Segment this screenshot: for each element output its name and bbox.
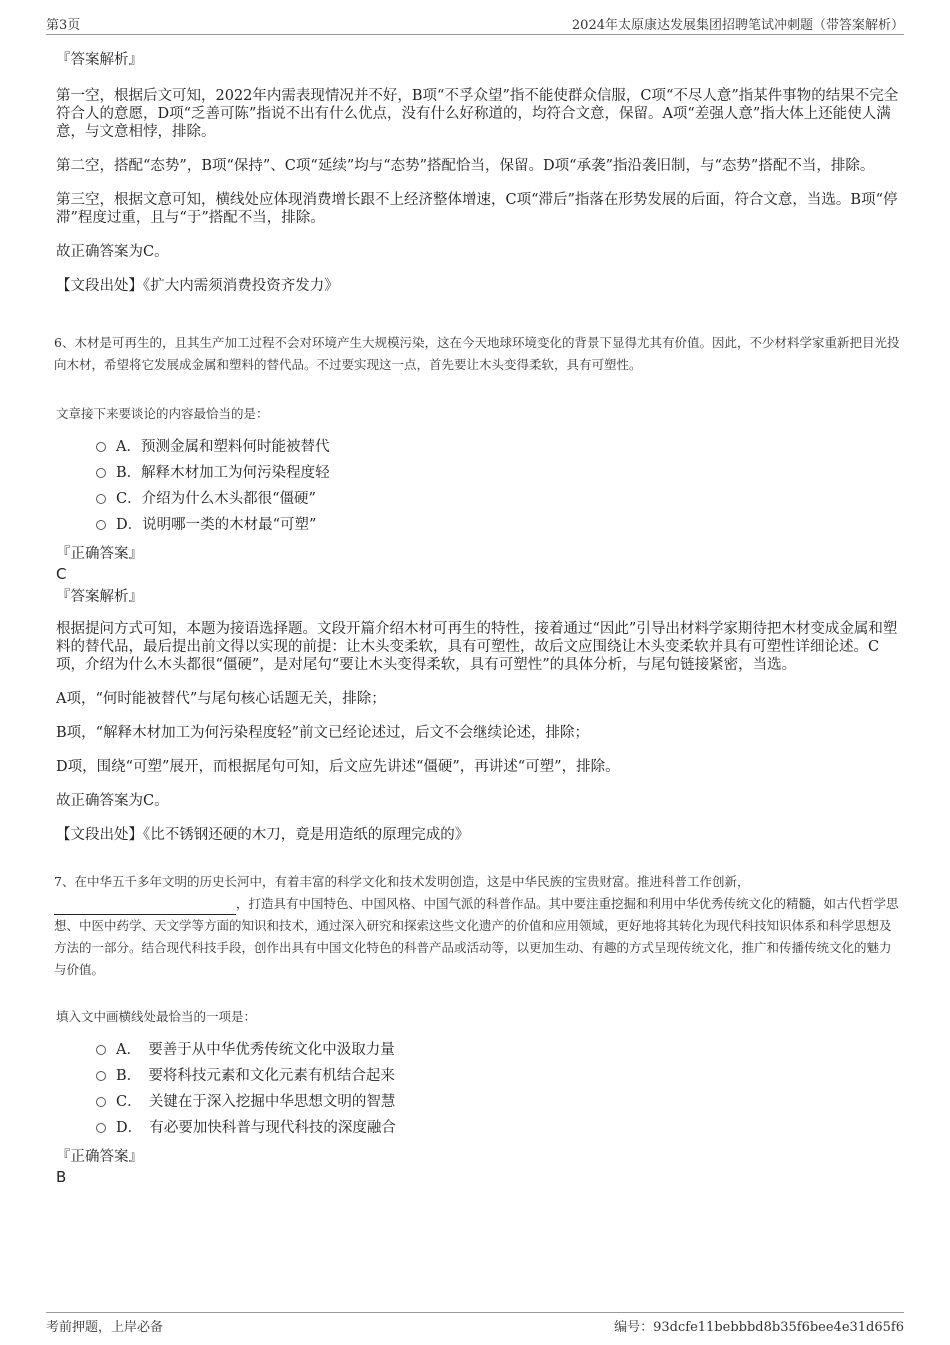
q5-analysis-label: 『答案解析』 bbox=[56, 52, 143, 68]
q5-analysis-p1: 第一空，根据后文可知，2022年内需表现情况并不好，B项“不孚众望”指不能使群众信服，C项“不尽人意”指某件事物的结果不完全符合人的意愿，D项“乏善可陈”指说不出有什么优点，没有什么好称道的，均符合文意，保留。A项“差强人意”指大体上还能使人满意，与文意相悖，排除。 bbox=[56, 88, 899, 140]
q6-answer-label: 『正确答案』 bbox=[56, 546, 143, 562]
page-number: 第3页 bbox=[46, 18, 81, 33]
q6-analysis-p4: D项，围绕“可塑”展开，而根据尾句可知，后文应先讲述“僵硬”，再讲述“可塑”，排除。 bbox=[56, 759, 620, 775]
option-label: D．说明哪一类的木材最“可塑” bbox=[116, 517, 317, 533]
option-label: B．解释木材加工为何污染程度轻 bbox=[116, 465, 330, 481]
q6-conclusion: 故正确答案为C。 bbox=[56, 793, 169, 809]
q7-option-a[interactable] bbox=[96, 1037, 900, 1063]
q5-conclusion: 故正确答案为C。 bbox=[56, 244, 169, 260]
option-label: C． 关键在于深入挖掘中华思想文明的智慧 bbox=[116, 1094, 396, 1110]
q7-stem bbox=[54, 871, 900, 981]
q6-option-b[interactable] bbox=[96, 460, 900, 486]
document-body bbox=[56, 40, 900, 1186]
q7-option-c[interactable] bbox=[96, 1089, 900, 1115]
fill-in-blank bbox=[54, 902, 236, 915]
option-label: D． 有必要加快科普与现代科技的深度融合 bbox=[116, 1120, 396, 1136]
option-label: A．预测金属和塑料何时能被替代 bbox=[116, 439, 330, 455]
page-footer bbox=[46, 1312, 904, 1333]
q7-option-d[interactable] bbox=[96, 1115, 900, 1141]
q5-analysis-p2: 第二空，搭配“态势”，B项“保持”、C项“延续”均与“态势”搭配恰当，保留。D项“承袭”指沿袭旧制，与“态势”搭配不当，排除。 bbox=[56, 158, 875, 174]
q6-option-d[interactable] bbox=[96, 512, 900, 538]
q7-options bbox=[96, 1037, 900, 1141]
q6-analysis-label: 『答案解析』 bbox=[56, 589, 143, 605]
q7-answer: B bbox=[56, 1168, 67, 1186]
radio-icon[interactable] bbox=[96, 520, 106, 530]
option-label: B． 要将科技元素和文化元素有机结合起来 bbox=[116, 1068, 395, 1084]
option-label: C．介绍为什么木头都很“僵硬” bbox=[116, 491, 316, 507]
q6-source: 【文段出处】《比不锈钢还硬的木刀，竟是用造纸的原理完成的》 bbox=[56, 827, 470, 843]
q7-option-b[interactable] bbox=[96, 1063, 900, 1089]
radio-icon[interactable] bbox=[96, 494, 106, 504]
page-header bbox=[46, 14, 904, 35]
q6-answer: C bbox=[56, 565, 67, 583]
q6-options bbox=[96, 434, 900, 538]
document-id: 编号：93dcfe11bebbbd8b35f6bee4e31d65f6 bbox=[614, 1320, 904, 1335]
q7-stem-start: 7、在中华五千多年文明的历史长河中，有着丰富的科学文化和技术发明创造，这是中华民族的宝贵财富。推进科普工作创新， bbox=[54, 873, 750, 889]
q6-analysis-p2: A项，“何时能被替代”与尾句核心话题无关，排除； bbox=[56, 691, 386, 707]
radio-icon[interactable] bbox=[96, 442, 106, 452]
q7-stem-rest: ，打造具有中国特色、中国风格、中国气派的科普作品。其中要注重挖掘和利用中华优秀传统文化的精髓，如古代哲学思想、中医中药学、天文学等方面的知识和技术，通过深入研究和探索这些文化遗产的价值和应用领域，更好地将其转化为现代科技知识体系和科学思想及方法的一部分。结合现代科技手段，创作出具有中国文化特色的科普产品或活动等，以更加生动、有趣的方式呈现传统文化，推广和传播传统文化的魅力与价值。 bbox=[54, 895, 899, 977]
q6-analysis-p3: B项，“解释木材加工为何污染程度轻”前文已经论述过，后文不会继续论述，排除； bbox=[56, 725, 589, 741]
q7-question: 填入文中画横线处最恰当的一项是： bbox=[56, 1009, 257, 1024]
radio-icon[interactable] bbox=[96, 1123, 106, 1133]
radio-icon[interactable] bbox=[96, 468, 106, 478]
option-label: A． 要善于从中华优秀传统文化中汲取力量 bbox=[116, 1042, 395, 1058]
footer-slogan: 考前押题，上岸必备 bbox=[46, 1320, 164, 1335]
q6-question: 文章接下来要谈论的内容最恰当的是： bbox=[56, 406, 269, 421]
radio-icon[interactable] bbox=[96, 1071, 106, 1081]
q6-analysis-p1: 根据提问方式可知，本题为接语选择题。文段开篇介绍木材可再生的特性，接着通过“因此”引导出材料学家期待把木材变成金属和塑料的替代品，最后提出前文得以实现的前提：让木头变柔软，具有可塑性，故后文应围绕让木头变柔软并具有可塑性详细论述。C项，介绍为什么木头都很“僵硬”，是对尾句“要让木头变得柔软，具有可塑性”的具体分析，与尾句链接紧密，当选。 bbox=[56, 621, 898, 673]
q6-stem: 6、木材是可再生的，且其生产加工过程不会对环境产生大规模污染，这在今天地球环境变化的背景下显得尤其有价值。因此，不少材料学家重新把目光投向木材，希望将它发展成金属和塑料的替代品。不过要实现这一点，首先要让木头变得柔软，具有可塑性。 bbox=[54, 334, 900, 372]
q5-source: 【文段出处】《扩大内需须消费投资齐发力》 bbox=[56, 278, 339, 294]
q6-option-a[interactable] bbox=[96, 434, 900, 460]
document-title: 2024年太原康达发展集团招聘笔试冲刺题（带答案解析） bbox=[571, 18, 904, 33]
q6-option-c[interactable] bbox=[96, 486, 900, 512]
radio-icon[interactable] bbox=[96, 1045, 106, 1055]
q5-analysis-p3: 第三空，根据文意可知，横线处应体现消费增长跟不上经济整体增速，C项“滞后”指落在形势发展的后面，符合文意，当选。B项“停滞”程度过重，且与“于”搭配不当，排除。 bbox=[56, 192, 898, 226]
q7-answer-label: 『正确答案』 bbox=[56, 1149, 143, 1165]
radio-icon[interactable] bbox=[96, 1097, 106, 1107]
